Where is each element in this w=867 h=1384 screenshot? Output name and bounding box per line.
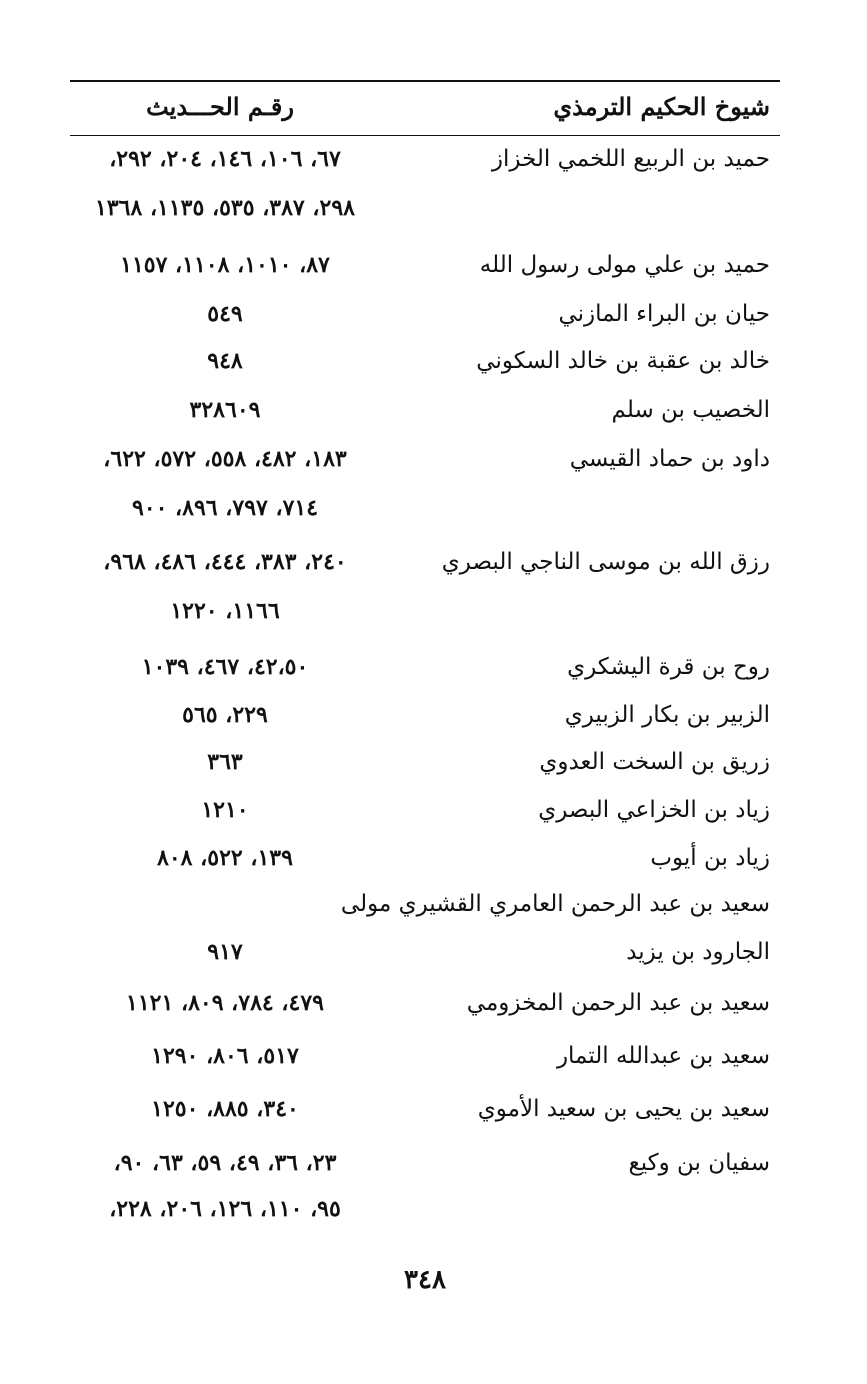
hadith-refs: ٣٢٨٦٠٩ xyxy=(189,397,261,423)
table-row xyxy=(70,837,780,883)
teacher-name: خالد بن عقبة بن خالد السكوني xyxy=(476,348,770,374)
header-rule xyxy=(70,135,780,136)
top-rule xyxy=(70,80,780,82)
table-row xyxy=(70,1088,780,1134)
teacher-name: الخصيب بن سلم xyxy=(611,397,770,423)
table-row xyxy=(70,590,780,636)
hadith-refs: ١٣٩، ٥٢٢، ٨٠٨ xyxy=(157,845,293,871)
table-row xyxy=(70,646,780,692)
table-row xyxy=(70,982,780,1028)
hadith-refs: ٩٤٨ xyxy=(207,348,243,374)
table-header xyxy=(70,88,780,130)
table-row xyxy=(70,541,780,587)
table-row xyxy=(70,789,780,835)
teacher-name: زياد بن الخزاعي البصري xyxy=(538,797,770,823)
teacher-name: سعيد بن عبدالله التمار xyxy=(556,1043,770,1069)
teacher-name: حميد بن الربيع اللخمي الخزاز xyxy=(491,146,770,172)
teacher-name: سعيد بن عبد الرحمن المخزومي xyxy=(466,990,770,1016)
index-page xyxy=(70,80,780,1340)
header-hadith-number: رقـم الحـــديث xyxy=(146,92,294,121)
table-row xyxy=(70,244,780,290)
table-row xyxy=(70,340,780,386)
hadith-refs: ٢٤٠، ٣٨٣، ٤٤٤، ٤٨٦، ٩٦٨، xyxy=(103,549,347,575)
hadith-refs: ٥٤٩ xyxy=(207,301,243,327)
hadith-refs: ٥١٧، ٨٠٦، ١٢٩٠ xyxy=(151,1043,299,1069)
hadith-refs: ٧١٤، ٧٩٧، ٨٩٦، ٩٠٠ xyxy=(131,495,319,521)
teacher-name: الجارود بن يزيد xyxy=(626,939,770,965)
teacher-name: سعيد بن يحيى بن سعيد الأموي xyxy=(477,1096,770,1122)
hadith-refs: ٨٧، ١٠١٠، ١١٠٨، ١١٥٧ xyxy=(120,252,330,278)
hadith-refs: ٩٥، ١١٠، ١٢٦، ٢٠٦، ٢٢٨، xyxy=(109,1196,341,1222)
table-row xyxy=(70,293,780,339)
table-row xyxy=(70,1035,780,1081)
teacher-name: سفيان بن وكيع xyxy=(628,1150,770,1176)
page-number: ٣٤٨ xyxy=(404,1265,446,1295)
table-row xyxy=(70,389,780,435)
table-row xyxy=(70,187,780,233)
hadith-refs: ٢٩٨، ٣٨٧، ٥٣٥، ١١٣٥، ١٣٦٨ xyxy=(95,195,355,221)
teacher-name: سعيد بن عبد الرحمن العامري القشيري مولى xyxy=(340,891,770,917)
hadith-refs: ١٨٣، ٤٨٢، ٥٥٨، ٥٧٢، ٦٢٢، xyxy=(103,446,347,472)
hadith-refs: ٩١٧ xyxy=(207,939,243,965)
teacher-name: زياد بن أيوب xyxy=(650,845,770,871)
table-row xyxy=(70,694,780,740)
teacher-name: حيان بن البراء المازني xyxy=(558,301,770,327)
hadith-refs: ٤٧٩، ٧٨٤، ٨٠٩، ١١٢١ xyxy=(126,990,324,1016)
table-row xyxy=(70,741,780,787)
teacher-name: رزق الله بن موسى الناجي البصري xyxy=(441,549,770,575)
table-row xyxy=(70,138,780,184)
teacher-name: حميد بن علي مولى رسول الله xyxy=(479,252,770,278)
hadith-refs: ٣٦٣ xyxy=(207,749,243,775)
hadith-refs: ١١٦٦، ١٢٢٠ xyxy=(170,598,280,624)
teacher-name: روح بن قرة اليشكري xyxy=(567,654,770,680)
table-row xyxy=(70,438,780,484)
hadith-refs: ٢٢٩، ٥٦٥ xyxy=(182,702,268,728)
table-row xyxy=(70,1188,780,1234)
table-row xyxy=(70,883,780,929)
table-row xyxy=(70,487,780,533)
header-teachers: شيوخ الحكيم الترمذي xyxy=(553,92,770,121)
table-row xyxy=(70,1142,780,1188)
hadith-refs: ٦٧، ١٠٦، ١٤٦، ٢٠٤، ٢٩٢، xyxy=(109,146,341,172)
hadith-refs: ٢٣، ٣٦، ٤٩، ٥٩، ٦٣، ٩٠، xyxy=(113,1150,337,1176)
teacher-name: زريق بن السخت العدوي xyxy=(539,749,770,775)
teacher-name: داود بن حماد القيسي xyxy=(569,446,770,472)
hadith-refs: ٣٤٠، ٨٨٥، ١٢٥٠ xyxy=(151,1096,299,1122)
hadith-refs: ٤٢،٥٠، ٤٦٧، ١٠٣٩ xyxy=(141,654,309,680)
hadith-refs: ١٢١٠ xyxy=(201,797,249,823)
teacher-name: الزبير بن بكار الزبيري xyxy=(564,702,770,728)
table-row xyxy=(70,931,780,977)
